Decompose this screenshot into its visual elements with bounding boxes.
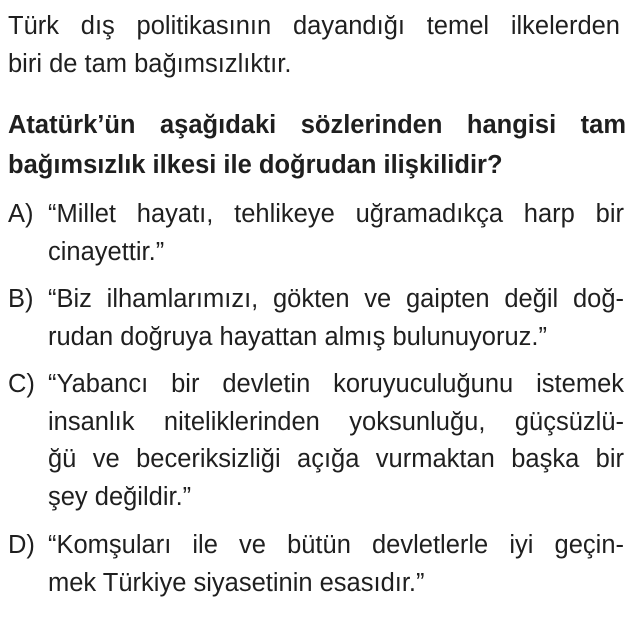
question-prompt bbox=[8, 105, 626, 185]
option-line: “Millet hayatı, tehlikeye uğramadıkça harp bir bbox=[48, 200, 624, 228]
option-line: ğü ve beceriksizliği açığa vurmaktan başka bir bbox=[48, 445, 624, 473]
option-text bbox=[48, 527, 624, 602]
option-line: “Yabancı bir devletin koruyuculuğunu istemek bbox=[48, 370, 624, 398]
question-stem bbox=[8, 8, 620, 83]
option-line: şey değildir.” bbox=[48, 482, 192, 511]
stem-line: biri de tam bağımsızlıktır. bbox=[8, 49, 292, 78]
prompt-line: Atatürk’ün aşağıdaki sözlerinden hangisi tam bbox=[8, 111, 626, 139]
option-letter: C) bbox=[8, 370, 35, 398]
option-line: insanlık niteliklerinden yoksunluğu, güçsüzlü- bbox=[48, 407, 624, 436]
prompt-line: bağımsızlık ilkesi ile doğrudan ilişkilidir? bbox=[8, 151, 503, 179]
option-line: mek Türkiye siyasetinin esasıdır.” bbox=[48, 568, 425, 597]
option-line: cinayettir.” bbox=[48, 237, 165, 266]
option-text bbox=[48, 366, 624, 516]
option-letter: B) bbox=[8, 285, 34, 313]
option-letter: A) bbox=[8, 200, 34, 228]
option-letter: D) bbox=[8, 531, 35, 559]
option-line: rudan doğruya hayattan almış bulunuyoruz.” bbox=[48, 322, 547, 351]
option-line: “Komşuları ile ve bütün devletlerle iyi geçin- bbox=[48, 531, 624, 559]
option-text bbox=[48, 281, 624, 356]
stem-line: Türk dış politikasının dayandığı temel ilkelerden bbox=[8, 12, 620, 40]
option-text bbox=[48, 196, 624, 271]
option-line: “Biz ilhamlarımızı, gökten ve gaipten değil doğ- bbox=[48, 285, 624, 313]
